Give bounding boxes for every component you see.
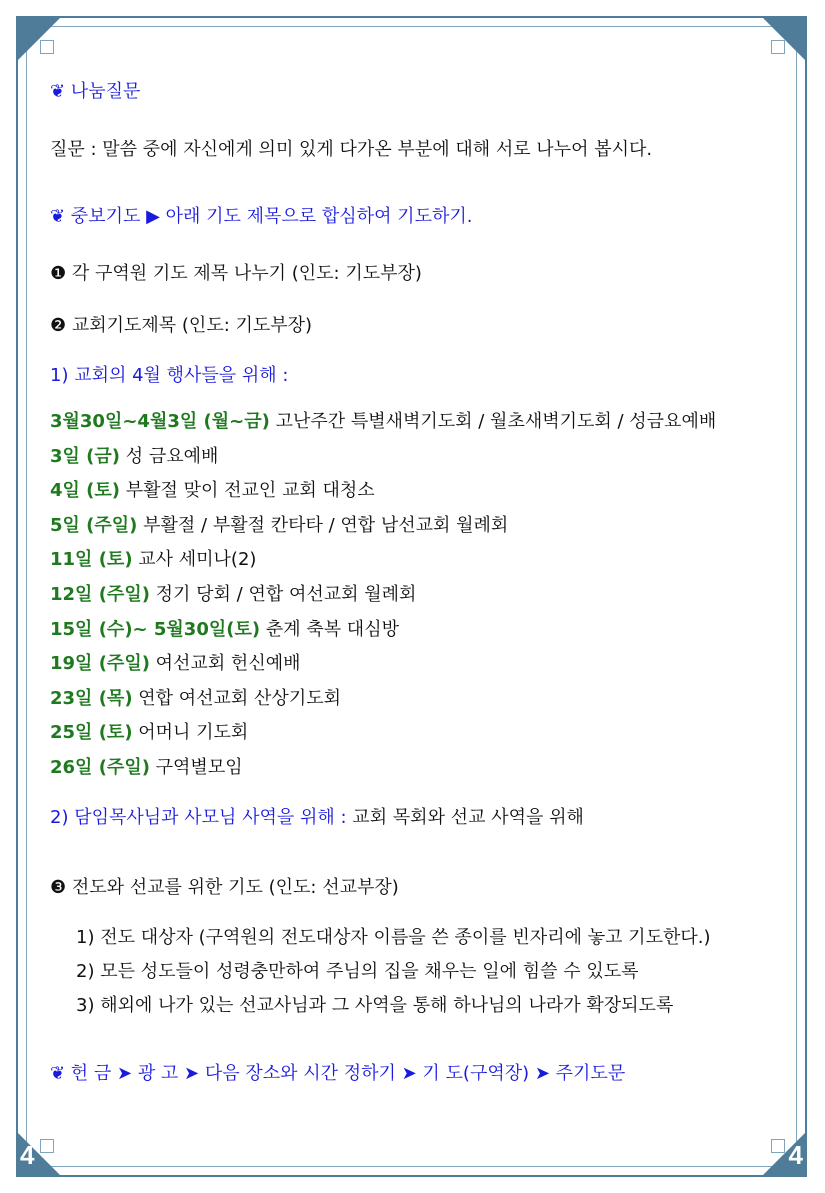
event-date: 3일 (금)	[50, 445, 121, 467]
worship-order: ❦ 헌 금 ➤ 광 고 ➤ 다음 장소와 시간 정하기 ➤ 기 도(구역장) ➤ 주기도문	[50, 1063, 626, 1084]
event-description: 교사 세미나(2)	[132, 549, 257, 571]
pastor-prayer-desc: 교회 목회와 선교 사역을 위해	[346, 807, 584, 828]
event-row	[50, 514, 508, 538]
corner-square-decoration	[40, 1139, 54, 1153]
event-row	[50, 583, 416, 607]
event-description: 정기 당회 / 연합 여선교회 월례회	[149, 584, 417, 605]
event-row	[50, 756, 243, 780]
corner-square-decoration	[771, 40, 785, 54]
event-description: 구역별모임	[149, 757, 243, 778]
mission-item-2: 2) 모든 성도들이 성령충만하여 주님의 집을 채우는 일에 힘쓸 수 있도록	[76, 961, 639, 982]
event-date: 25일 (토)	[50, 722, 133, 744]
event-date: 5일 (주일)	[50, 514, 138, 536]
prayer-item-2: ❷ 교회기도제목 (인도: 기도부장)	[50, 315, 313, 336]
page-number-left: 4	[20, 1140, 35, 1170]
event-row	[50, 652, 300, 676]
event-date: 11일 (토)	[50, 549, 133, 571]
event-row	[50, 410, 716, 434]
sharing-heading: ❦ 나눔질문	[50, 81, 141, 102]
prayer-item-1: ❶ 각 구역원 기도 제목 나누기 (인도: 기도부장)	[50, 263, 422, 284]
corner-square-decoration	[771, 1139, 785, 1153]
pastor-prayer-line	[50, 806, 584, 830]
event-date: 23일 (목)	[50, 687, 133, 709]
event-description: 연합 여선교회 산상기도회	[132, 687, 341, 709]
event-description: 여선교회 헌신예배	[149, 653, 301, 675]
mission-item-1: 1) 전도 대상자 (구역원의 전도대상자 이름을 쓴 종이를 빈자리에 놓고 기도한다.)	[76, 927, 711, 948]
event-row	[50, 618, 399, 642]
church-events-heading: 1) 교회의 4월 행사들을 위해 :	[50, 365, 289, 386]
page-number-right: 4	[788, 1140, 803, 1170]
event-date: 4일 (토)	[50, 480, 121, 502]
event-row	[50, 548, 256, 572]
event-date: 19일 (주일)	[50, 653, 150, 675]
event-description: 부활절 맞이 전교인 교회 대청소	[120, 480, 375, 502]
event-row	[50, 479, 375, 503]
event-description: 성 금요예배	[120, 445, 219, 467]
event-description: 부활절 / 부활절 칸타타 / 연합 남선교회 월례회	[137, 514, 509, 536]
prayer-item-3: ❸ 전도와 선교를 위한 기도 (인도: 선교부장)	[50, 877, 399, 898]
event-date: 3월30일~4월3일 (월~금)	[50, 411, 270, 432]
pastor-prayer-label: 2) 담임목사님과 사모님 사역을 위해 :	[50, 807, 347, 828]
corner-ornament-top-left	[16, 16, 62, 62]
event-row	[50, 721, 248, 745]
event-description: 어머니 기도회	[132, 722, 249, 744]
event-row	[50, 445, 218, 469]
event-date: 15일 (수)~ 5월30일(토)	[50, 618, 261, 640]
mission-item-3: 3) 해외에 나가 있는 선교사님과 그 사역을 통해 하나님의 나라가 확장되도록	[76, 995, 674, 1016]
corner-square-decoration	[40, 40, 54, 54]
event-description: 춘계 축복 대심방	[260, 618, 399, 640]
event-date: 12일 (주일)	[50, 584, 150, 605]
event-date: 26일 (주일)	[50, 757, 150, 778]
event-description: 고난주간 특별새벽기도회 / 월초새벽기도회 / 성금요예배	[269, 411, 717, 432]
event-row	[50, 687, 341, 711]
intercession-heading: ❦ 중보기도 ▶ 아래 기도 제목으로 합심하여 기도하기.	[50, 206, 473, 227]
sharing-question: 질문 : 말씀 중에 자신에게 의미 있게 다가온 부분에 대해 서로 나누어 봅시다.	[50, 139, 653, 160]
corner-ornament-top-right	[761, 16, 807, 62]
